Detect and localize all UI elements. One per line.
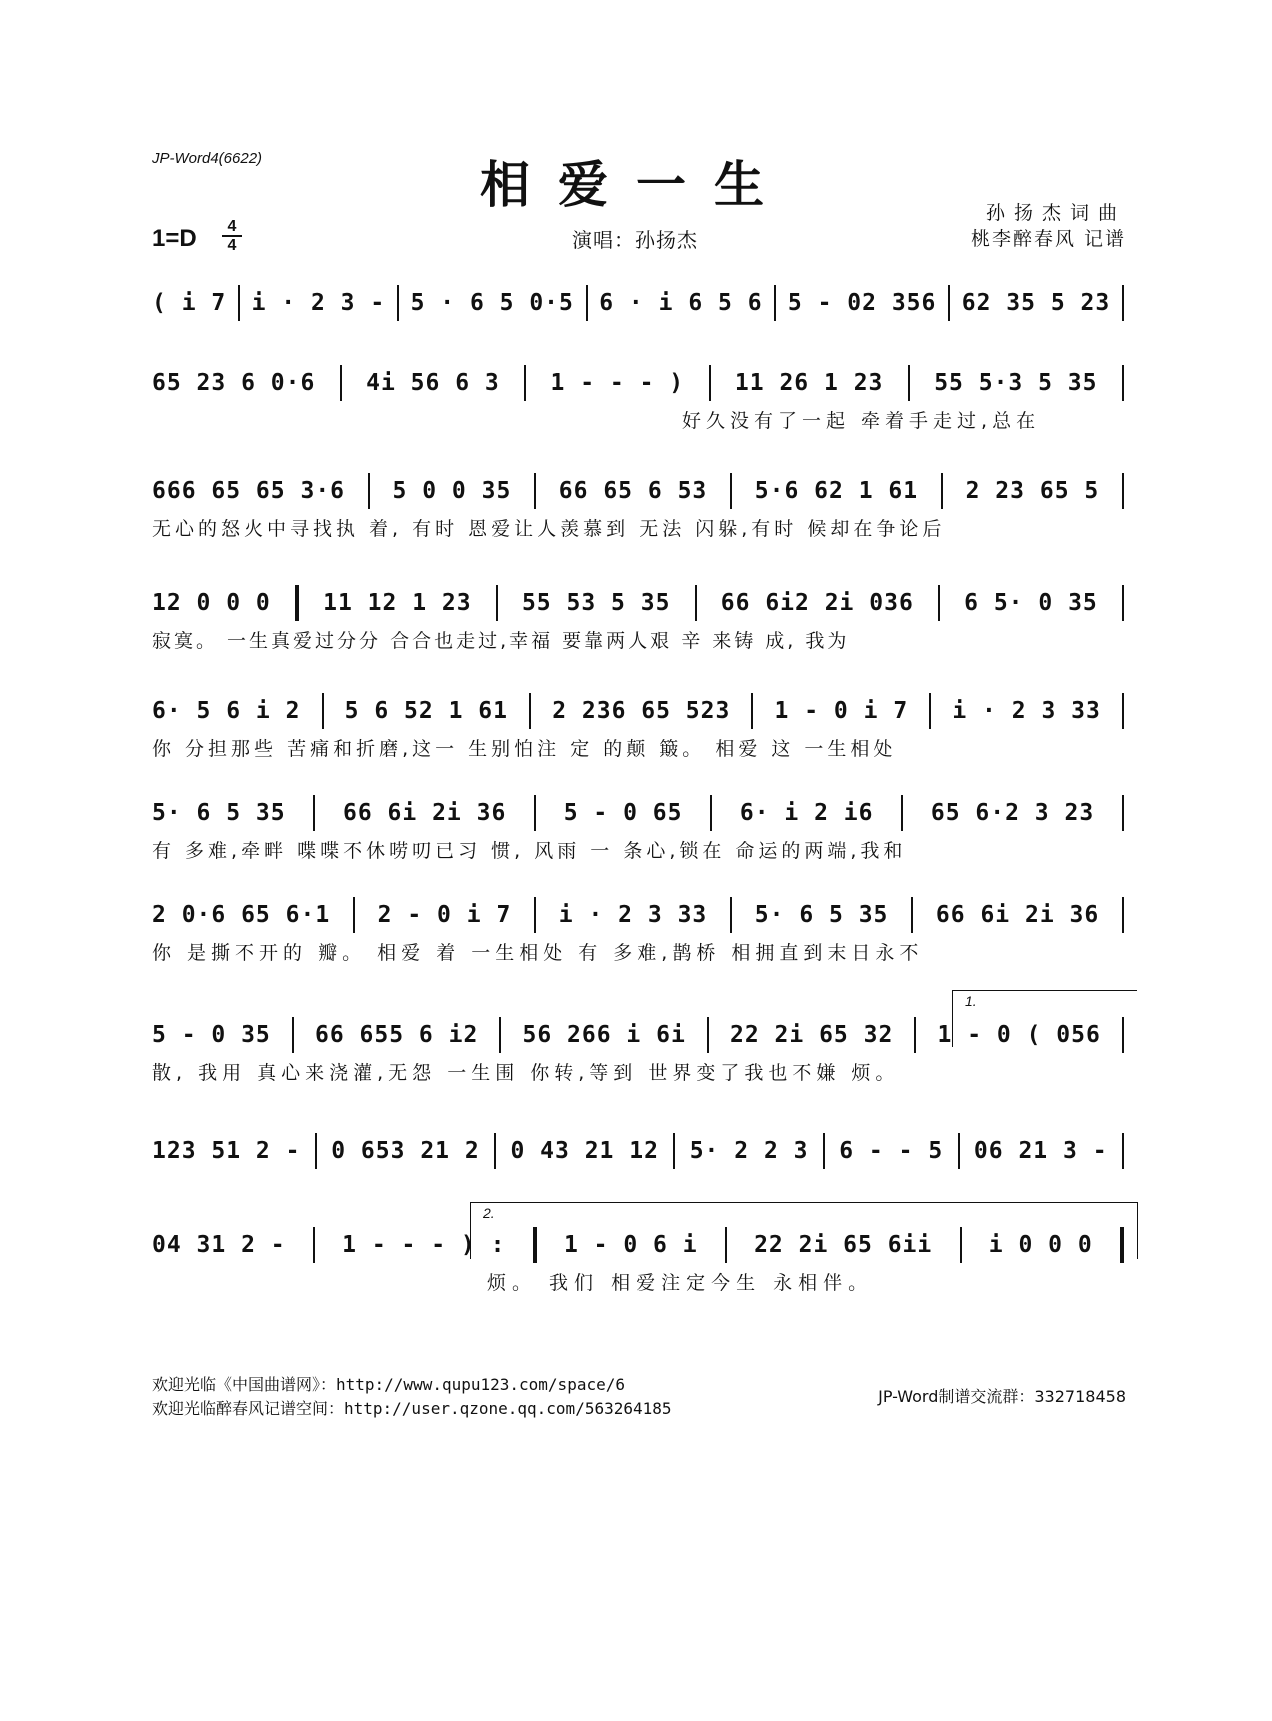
measure: 5 · 6 5 0·5 (410, 290, 574, 316)
barline (710, 795, 712, 831)
notes-row (152, 694, 1124, 728)
singer-credit: 演唱：孙扬杰 (572, 228, 698, 252)
barline (499, 1017, 501, 1053)
barline (695, 585, 697, 621)
barline (901, 795, 903, 831)
measure: 11 12 1 23 (323, 590, 472, 616)
barline (908, 365, 910, 401)
measure: 55 53 5 35 (521, 590, 671, 616)
measure: 12 0 0 0 (152, 590, 271, 616)
measure: 6 - - 5 (839, 1138, 944, 1164)
notes-row (152, 366, 1124, 400)
time-signature-bottom: 4 (227, 237, 237, 254)
measure: 66 655 6 i2 (314, 1022, 479, 1048)
measure: 2 236 65 523 (552, 698, 731, 724)
measure: 0 43 21 12 (510, 1138, 659, 1164)
barline (322, 693, 324, 729)
barline (1122, 1133, 1124, 1169)
measure: 123 51 2 - (152, 1138, 301, 1164)
barline (238, 285, 240, 321)
measure: 22 2i 65 32 (730, 1022, 894, 1048)
measure: 66 6i 2i 36 (935, 902, 1100, 928)
barline (529, 693, 531, 729)
measure: i · 2 3 33 (558, 902, 708, 928)
song-title: 相爱一生 (480, 155, 792, 214)
measure: 2 - 0 i 7 (377, 902, 512, 928)
barline (534, 795, 536, 831)
measure: 66 6i2 2i 036 (720, 590, 914, 616)
measure: i 0 0 0 (988, 1232, 1093, 1258)
measure: 1 - - - ) : (342, 1232, 506, 1258)
lyrics-row: 寂寞。 一生真爱过分分 合合也走过,幸福 要靠两人艰 辛 来铸 成, 我为 (152, 630, 850, 652)
measure: 1 - 0 6 i (563, 1232, 698, 1258)
barline (774, 285, 776, 321)
measure: 5·6 62 1 61 (754, 478, 919, 504)
site-link-line: 欢迎光临《中国曲谱网》：http://www.qupu123.com/space/6 (152, 1375, 625, 1394)
measure: 6 5· 0 35 (964, 590, 1098, 616)
barline (751, 693, 753, 729)
lyrics-row: 你 分担那些 苦痛和折磨,这一 生别怕注 定 的颠 簸。 相爱 这 一生相处 (152, 738, 897, 760)
barline (1122, 1017, 1124, 1053)
notes-row (152, 898, 1124, 932)
notes-row (152, 1134, 1124, 1168)
key-signature: 1=D (152, 225, 197, 252)
measure: 22 2i 65 6ii (754, 1232, 933, 1258)
barline (725, 1227, 727, 1263)
measure: 1 - - - ) (550, 370, 685, 396)
measure: 6· i 2 i6 (739, 800, 874, 826)
footer-links (152, 1373, 672, 1421)
barline (368, 473, 370, 509)
repeat-end-barline (533, 1227, 537, 1263)
first-ending-bracket: 1. (952, 990, 1137, 1047)
barline (494, 1133, 496, 1169)
notes-row (152, 286, 1124, 320)
barline (292, 1017, 294, 1053)
barline (534, 897, 536, 933)
barline (315, 1133, 317, 1169)
barline (709, 365, 711, 401)
measure: 0 653 21 2 (331, 1138, 480, 1164)
barline (353, 897, 355, 933)
measure: 6 · i 6 5 6 (599, 290, 763, 316)
measure: 5· 6 5 35 (754, 902, 889, 928)
barline (340, 365, 342, 401)
measure: i · 2 3 - (251, 290, 386, 316)
barline (534, 473, 536, 509)
second-ending-bracket: 2. (470, 1202, 1138, 1259)
barline (960, 1227, 962, 1263)
final-barline (1120, 1227, 1124, 1263)
time-signature-top: 4 (227, 218, 237, 235)
lyrics-row: 烦。 我们 相爱注定今生 永相伴。 (487, 1272, 874, 1294)
measure: 06 21 3 - (973, 1138, 1108, 1164)
barline (1122, 285, 1124, 321)
lyrics-row: 散, 我用 真心来浇灌,无怨 一生围 你转,等到 世界变了我也不嫌 烦。 (152, 1062, 900, 1084)
time-signature (222, 219, 242, 253)
measure: 65 6·2 3 23 (930, 800, 1095, 826)
barline (941, 473, 943, 509)
measure: 1 - 0 ( 056 (937, 1022, 1101, 1048)
barline (524, 365, 526, 401)
measure: 5 - 02 356 (787, 290, 937, 316)
barline (586, 285, 588, 321)
barline (1122, 365, 1124, 401)
measure: 666 65 65 3·6 (152, 478, 346, 504)
group-info: JP-Word制谱交流群：332718458 (878, 1387, 1126, 1406)
barline (823, 1133, 825, 1169)
barline (313, 795, 315, 831)
measure: 11 26 1 23 (734, 370, 884, 396)
measure: 56 266 i 6i (522, 1022, 686, 1048)
lyrics-row: 无心的怒火中寻找执 着, 有时 恩爱让人羡慕到 无法 闪躲,有时 候却在争论后 (152, 518, 946, 540)
notes-row (152, 1228, 1124, 1262)
measure: 66 65 6 53 (558, 478, 708, 504)
measure: 04 31 2 - (152, 1232, 286, 1258)
barline (730, 897, 732, 933)
measure: 2 23 65 5 (965, 478, 1100, 504)
barline (313, 1227, 315, 1263)
measure: 66 6i 2i 36 (343, 800, 507, 826)
notes-row (152, 1018, 1124, 1052)
barline (948, 285, 950, 321)
transcriber-credit: 桃李醉春风 记谱 (970, 228, 1126, 250)
lyrics-row: 好久没有了一起 牵着手走过,总在 (682, 410, 1041, 432)
repeat-start-barline (295, 585, 299, 621)
measure: ( i 7 (152, 290, 227, 316)
notes-row (152, 474, 1124, 508)
composer-credit: 孙扬杰词曲 (985, 202, 1126, 224)
barline (1122, 693, 1124, 729)
barline (1122, 473, 1124, 509)
measure: 6· 5 6 i 2 (152, 698, 301, 724)
barline (397, 285, 399, 321)
measure: 5· 2 2 3 (689, 1138, 809, 1164)
notes-row (152, 586, 1124, 620)
measure: 5 6 52 1 61 (344, 698, 508, 724)
barline (496, 585, 498, 621)
measure: 55 5·3 5 35 (934, 370, 1098, 396)
measure: 65 23 6 0·6 (152, 370, 316, 396)
barline (911, 897, 913, 933)
barline (1122, 795, 1124, 831)
measure: i · 2 3 33 (952, 698, 1101, 724)
barline (938, 585, 940, 621)
notes-row (152, 796, 1124, 830)
measure: 5 - 0 35 (152, 1022, 271, 1048)
measure: 5· 6 5 35 (152, 800, 286, 826)
barline (958, 1133, 960, 1169)
site-link-line: 欢迎光临醉春风记谱空间：http://user.qzone.qq.com/563264185 (152, 1399, 672, 1418)
measure: 5 0 0 35 (392, 478, 512, 504)
barline (1122, 897, 1124, 933)
barline (730, 473, 732, 509)
barline (707, 1017, 709, 1053)
barline (914, 1017, 916, 1053)
measure: 1 - 0 i 7 (774, 698, 909, 724)
barline (929, 693, 931, 729)
lyrics-row: 有 多难,牵畔 喋喋不休唠叨已习 惯, 风雨 一 条心,锁在 命运的两端,我和 (152, 840, 907, 862)
measure: 2 0·6 65 6·1 (152, 902, 331, 928)
measure: 62 35 5 23 (961, 290, 1111, 316)
measure: 4i 56 6 3 (366, 370, 500, 396)
software-tag: JP-Word4(6622) (152, 150, 263, 167)
lyrics-row: 你 是撕不开的 瓣。 相爱 着 一生相处 有 多难,鹊桥 相拥直到末日永不 (152, 942, 924, 964)
measure: 5 - 0 65 (563, 800, 683, 826)
barline (1122, 585, 1124, 621)
barline (673, 1133, 675, 1169)
